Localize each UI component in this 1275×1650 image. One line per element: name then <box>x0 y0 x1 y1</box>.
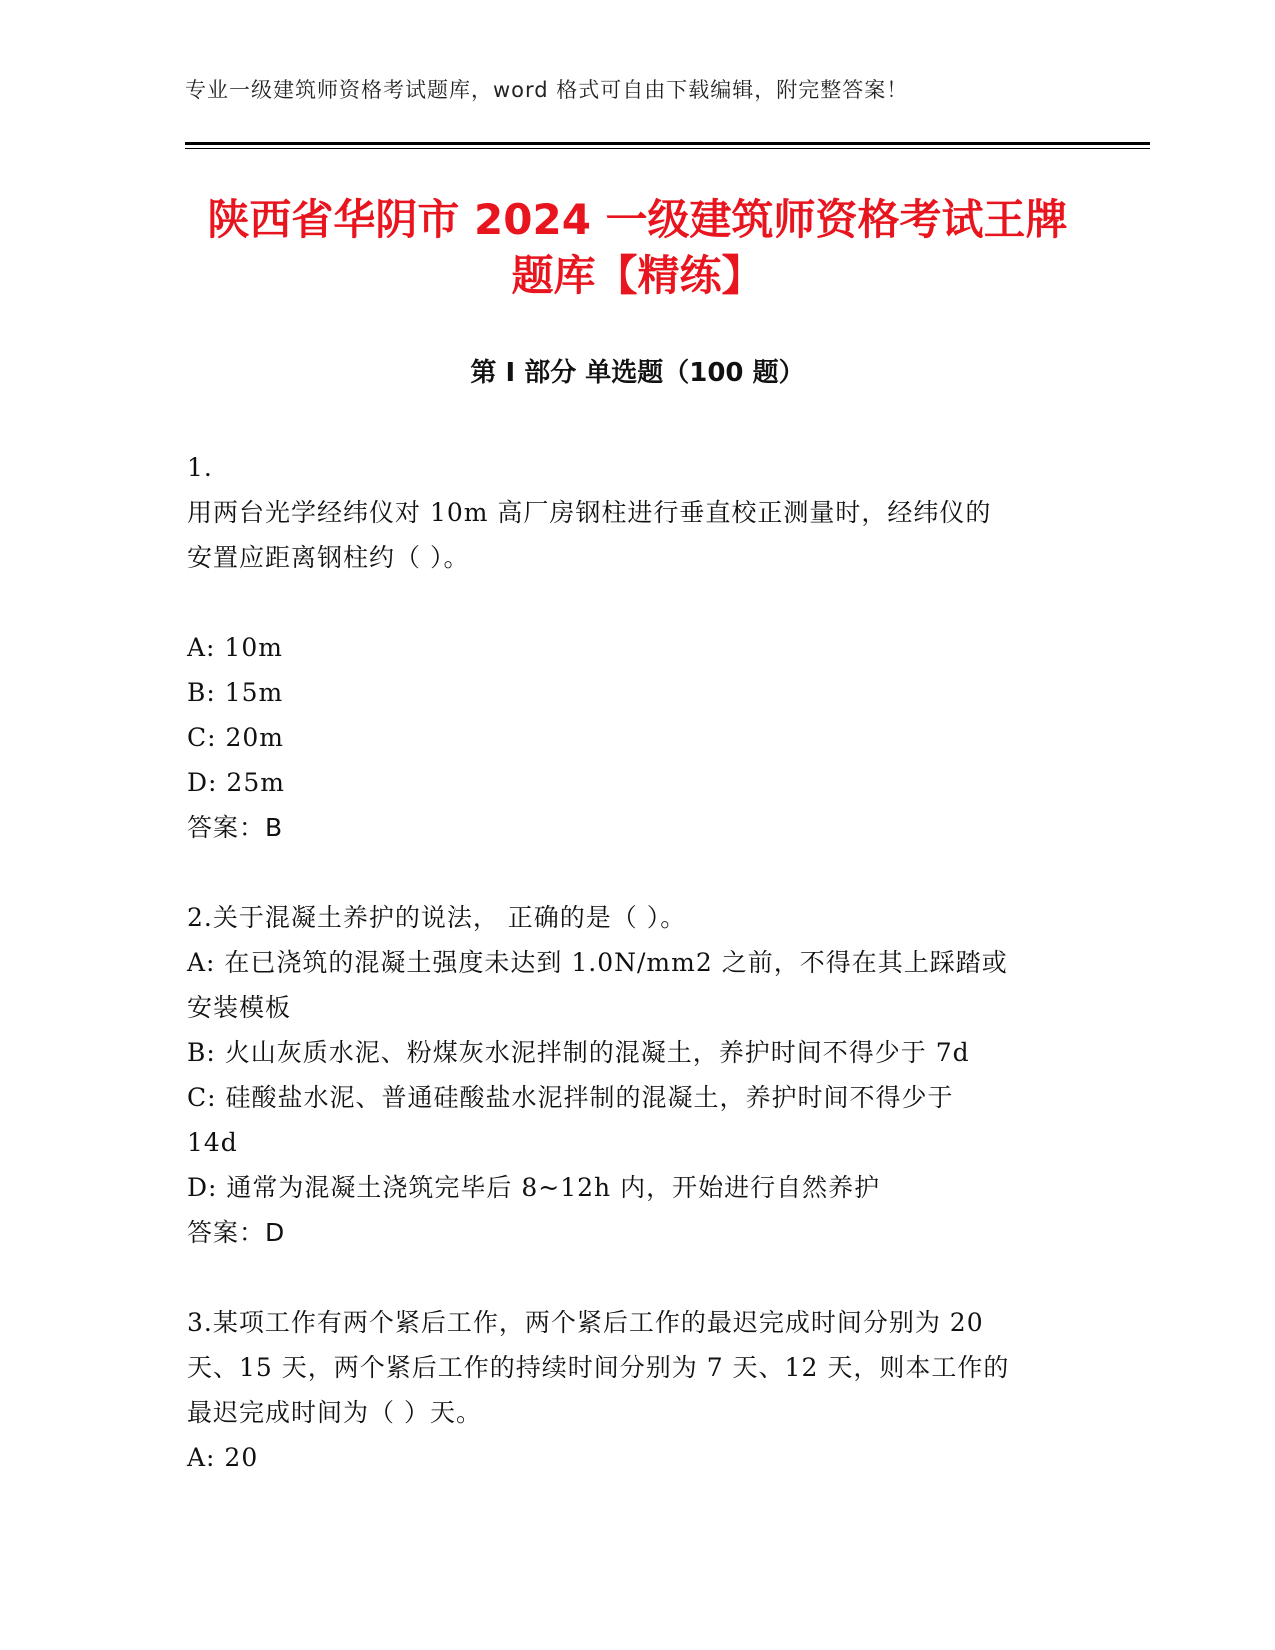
option-b: B: 火山灰质水泥、粉煤灰水泥拌制的混凝土，养护时间不得少于 7d <box>187 1038 970 1067</box>
option-b: B: 15m <box>187 678 284 707</box>
answer-label: 答案：D <box>187 1218 286 1247</box>
section-title: 第 I 部分 单选题（100 题） <box>470 358 805 388</box>
question-1 <box>187 445 1087 850</box>
spacer <box>187 580 1087 625</box>
question-3 <box>187 1300 1087 1480</box>
question-stem-line: 2.关于混凝土养护的说法， 正确的是（ ）。 <box>187 903 687 932</box>
option-a-continued: 安装模板 <box>187 993 292 1022</box>
header-rule-thick <box>185 142 1150 145</box>
option-a: A: 在已浇筑的混凝土强度未达到 1.0N/mm2 之前，不得在其上踩踏或 <box>187 948 1008 977</box>
answer-label: 答案：B <box>187 813 284 842</box>
question-stem-line: 安置应距离钢柱约（ ）。 <box>187 543 470 572</box>
question-stem-line: 最迟完成时间为（ ）天。 <box>187 1398 482 1427</box>
document-title-line-2: 题库【精练】 <box>511 251 764 300</box>
document-title-line-1: 陕西省华阴市 2024 一级建筑师资格考试王牌 <box>207 195 1068 244</box>
document-title <box>150 192 1125 304</box>
question-stem-line: 天、15 天，两个紧后工作的持续时间分别为 7 天、12 天，则本工作的 <box>187 1353 1010 1382</box>
header-note: 专业一级建筑师资格考试题库，word 格式可自由下载编辑，附完整答案！ <box>185 78 909 102</box>
header-rule-thin <box>185 148 1150 149</box>
question-2 <box>187 895 1087 1255</box>
option-a: A: 20 <box>187 1443 259 1472</box>
option-a: A: 10m <box>187 633 283 662</box>
questions-list <box>187 445 1087 1480</box>
option-c-continued: 14d <box>187 1128 238 1157</box>
option-c: C: 20m <box>187 723 285 752</box>
spacer <box>187 1255 1087 1300</box>
question-number: 1. <box>187 453 213 482</box>
question-stem-line: 3.某项工作有两个紧后工作，两个紧后工作的最迟完成时间分别为 20 <box>187 1308 984 1337</box>
option-d: D: 通常为混凝土浇筑完毕后 8~12h 内，开始进行自然养护 <box>187 1173 881 1202</box>
option-c: C: 硅酸盐水泥、普通硅酸盐水泥拌制的混凝土，养护时间不得少于 <box>187 1083 954 1112</box>
option-d: D: 25m <box>187 768 285 797</box>
spacer <box>187 850 1087 895</box>
question-stem-line: 用两台光学经纬仪对 10m 高厂房钢柱进行垂直校正测量时，经纬仪的 <box>187 498 992 527</box>
